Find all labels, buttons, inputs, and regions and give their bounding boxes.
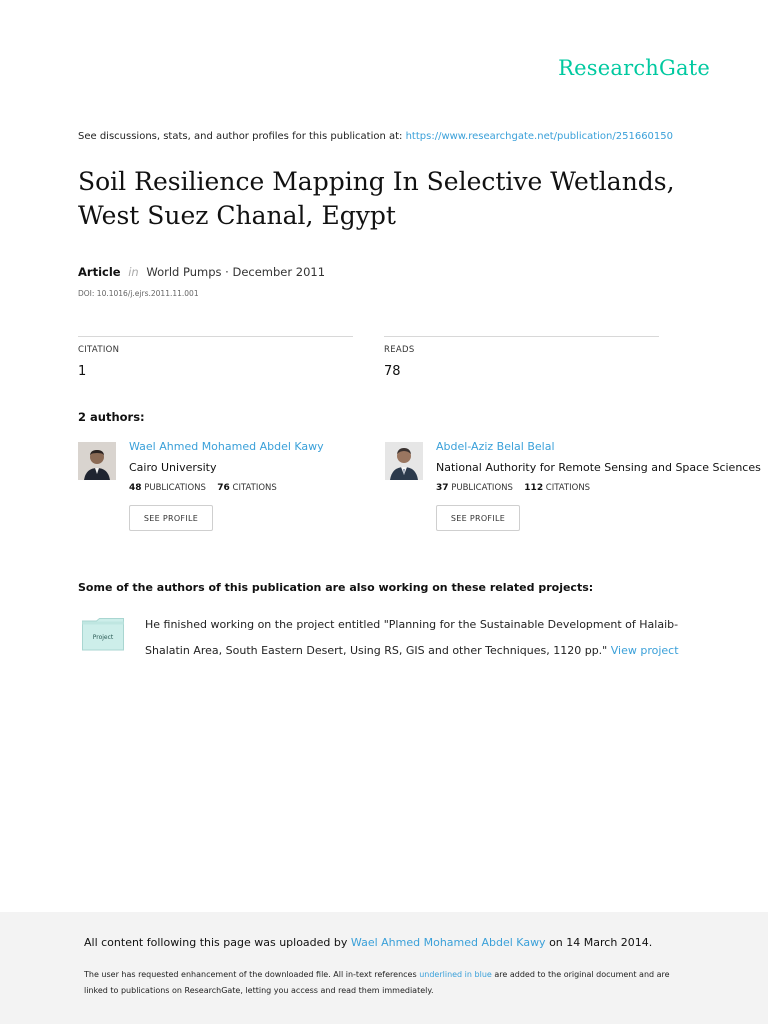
author-stats	[436, 483, 696, 493]
publication-venue: World Pumps · December 2011	[146, 265, 326, 279]
avatar-photo-icon	[385, 442, 423, 480]
related-projects-heading: Some of the authors of this publication are also working on these related projects:	[78, 581, 594, 594]
publications-count: 48	[129, 483, 142, 493]
citation-label: CITATION	[78, 345, 120, 355]
publication-url-link[interactable]: https://www.researchgate.net/publication/251660150	[405, 131, 674, 142]
project-folder-icon	[82, 618, 124, 651]
author-info	[129, 440, 389, 531]
researchgate-logo[interactable]: ResearchGate	[558, 56, 710, 80]
underlined-link-text: underlined in blue	[419, 970, 492, 979]
author-name-link[interactable]: Abdel-Aziz Belal Belal	[436, 440, 555, 453]
author-info	[436, 440, 761, 531]
project-icon-label: Project	[92, 634, 114, 641]
author-affiliation: Cairo University	[129, 461, 217, 474]
avatar[interactable]	[78, 442, 116, 480]
title-line-2: West Suez Chanal, Egypt	[78, 201, 396, 230]
avatar-photo-icon	[78, 442, 116, 480]
see-profile-button[interactable]: SEE PROFILE	[129, 505, 213, 531]
authors-heading: 2 authors:	[78, 410, 145, 424]
author-name-link[interactable]: Wael Ahmed Mohamed Abdel Kawy	[129, 440, 324, 453]
upload-prefix: All content following this page was uploaded by	[84, 936, 348, 949]
avatar[interactable]	[385, 442, 423, 480]
note-prefix: The user has requested enhancement of the downloaded file. All in-text references	[84, 970, 417, 979]
title-line-1: Soil Resilience Mapping In Selective Wetlands,	[78, 167, 675, 196]
citation-stat	[78, 336, 353, 379]
upload-notice	[84, 936, 652, 949]
uploader-link[interactable]: Wael Ahmed Mohamed Abdel Kawy	[350, 936, 546, 949]
profile-notice-text: See discussions, stats, and author profiles for this publication at:	[78, 131, 403, 142]
meta-in: in	[128, 265, 139, 279]
doi: DOI: 10.1016/j.ejrs.2011.11.001	[78, 289, 199, 298]
upload-suffix: on 14 March 2014.	[549, 936, 653, 949]
footer	[0, 912, 768, 1024]
reads-stat	[384, 336, 659, 379]
publication-title	[78, 165, 718, 233]
reads-count: 78	[384, 364, 401, 379]
profile-notice	[78, 131, 673, 142]
publications-label: PUBLICATIONS	[451, 483, 513, 493]
author-stats	[129, 483, 389, 493]
citations-label: CITATIONS	[545, 483, 591, 493]
author-affiliation: National Authority for Remote Sensing and Space Sciences	[436, 461, 761, 474]
project-text: He finished working on the project entitled "Planning for the Sustainable Development of Halaib-Shalatin Area, South Eastern Desert, Using RS, GIS and other Techniques, 1120 pp."	[145, 618, 679, 657]
citations-count: 76	[217, 483, 230, 493]
reads-label: READS	[384, 345, 415, 355]
view-project-link[interactable]: View project	[610, 644, 679, 657]
citation-count: 1	[78, 364, 87, 379]
see-profile-button[interactable]: SEE PROFILE	[436, 505, 520, 531]
publication-type: Article	[78, 265, 121, 279]
note-suffix: are added to the original document and are linked to publications on ResearchGate, letting you access and read them immediately.	[84, 970, 670, 995]
publication-meta	[78, 265, 325, 279]
project-description	[145, 612, 685, 664]
citations-label: CITATIONS	[232, 483, 277, 493]
publications-label: PUBLICATIONS	[144, 483, 206, 493]
citations-count: 112	[524, 483, 544, 493]
publications-count: 37	[436, 483, 449, 493]
enhancement-note	[84, 967, 684, 999]
